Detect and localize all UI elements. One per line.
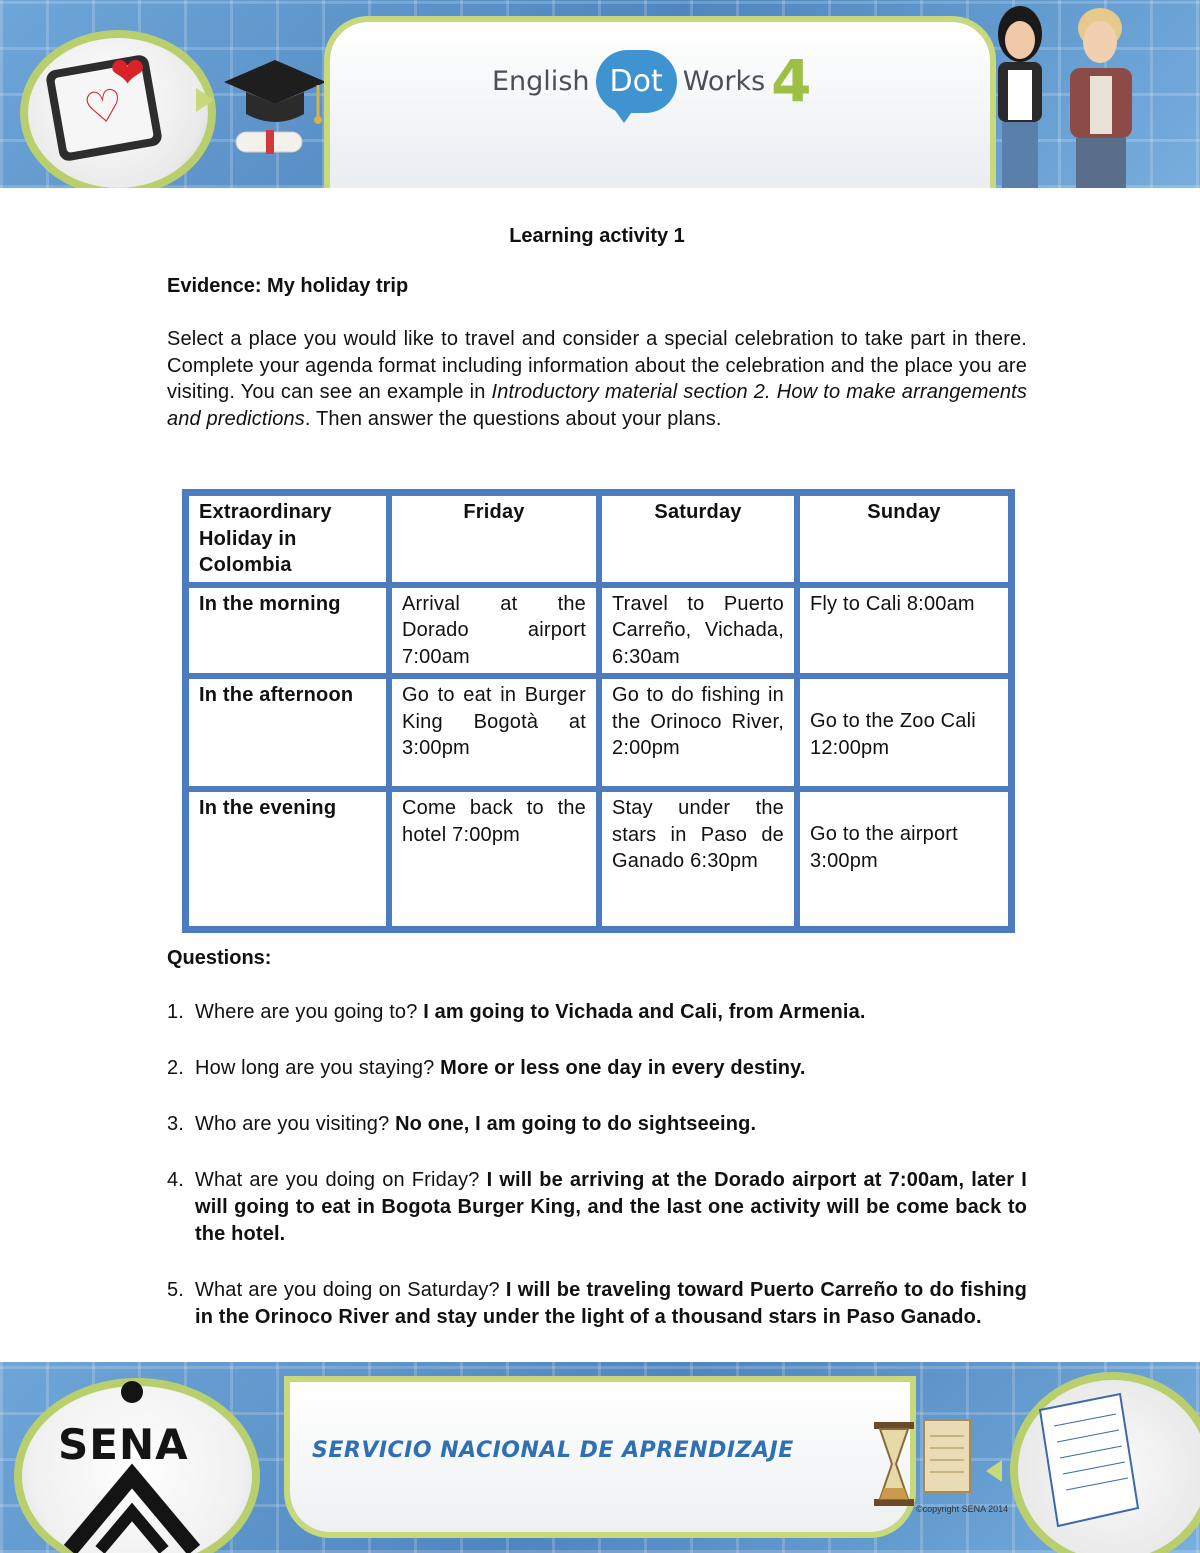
footer-banner [0,1362,1200,1553]
answer-text: I am going to Vichada and Cali, from Armenia. [423,1001,866,1023]
graduation-cap-icon [222,52,328,162]
question-text: Where are you going to? [195,1001,418,1023]
agenda-table [182,489,1015,933]
introductory-material-reference: Introductory material section 2. How to make arrangements and predictions [167,381,1028,430]
row-label-evening: In the evening [186,789,389,929]
header-cell-friday: Friday [389,493,599,585]
students-illustration [972,0,1152,188]
answer-text: More or less one day in every destiny. [440,1057,806,1079]
english-dot-works-logo: English Dot Works 4 [492,47,812,115]
answer-text: No one, I am going to do sightseeing. [395,1113,757,1135]
instructions-paragraph: Select a place you would like to travel and consider a special celebration to take part in there. Complete your agenda format including information about the celebration and the place you are visiting. You can see an example in Introductory material section 2. How to make arrangements and predictions. Then answer the questions about your plans. [167,328,1028,430]
table-row [186,585,1011,677]
cell-friday-evening: Come back to the hotel 7:00pm [389,789,599,929]
document-body [167,222,1027,432]
scroll-icon [920,1414,974,1498]
question-text: Who are you visiting? [195,1113,390,1135]
cell-friday-morning: Arrival at the Dorado airport 7:00am [389,585,599,677]
tablet-icon: ♡ [45,54,163,163]
table-row [186,789,1011,929]
table-header-row [186,493,1011,585]
arrow-right-icon [196,88,214,112]
question-item: 5. What are you doing on Saturday? I will be traveling toward Puerto Carreño to do fishing in the Orinoco River and stay under the light of a thousand stars in Paso Ganado. [167,1279,1027,1328]
question-item: 2. How long are you staying? More or less one day in every destiny. [167,1057,806,1079]
header-cell-sunday: Sunday [797,493,1011,585]
row-label-afternoon: In the afternoon [186,676,389,789]
document-paper-icon [1030,1390,1142,1530]
answer-text: I will be arriving at the Dorado airport at 7:00am, later I will going to eat in Bogota Burger King, and the last one activity will be come back to the hotel. [195,1169,1027,1245]
sena-wordmark: SENA [58,1420,189,1469]
arrow-left-icon [986,1460,1002,1482]
heart-icon: ❤ [110,49,146,96]
cell-saturday-evening: Stay under the stars in Paso de Ganado 6:30pm [599,789,797,929]
row-label-morning: In the morning [186,585,389,677]
header-cell-saturday: Saturday [599,493,797,585]
cell-sunday-morning: Fly to Cali 8:00am [797,585,1011,677]
cell-sunday-evening: Go to the airport 3:00pm [797,789,1011,929]
cell-friday-afternoon: Go to eat in Burger King Bogotà at 3:00pm [389,676,599,789]
header-banner [0,0,1200,188]
cell-saturday-afternoon: Go to do fishing in the Orinoco River, 2:00pm [599,676,797,789]
question-item: 4. What are you doing on Friday? I will be arriving at the Dorado airport at 7:00am, later I will going to eat in Bogota Burger King, and the last one activity will be come back to the hotel. [167,1169,1027,1245]
answer-text: I will be traveling toward Puerto Carreño to do fishing in the Orinoco River and stay under the light of a thousand stars in Paso Ganado. [195,1279,1027,1328]
question-item: 3. Who are you visiting? No one, I am going to do sightseeing. [167,1113,757,1135]
question-text: What are you doing on Friday? [195,1169,480,1191]
copyright-text: ©copyright SENA 2014 [916,1504,1009,1514]
page-title: Learning activity 1 [509,225,685,247]
hourglass-icon [872,1422,916,1506]
cell-saturday-morning: Travel to Puerto Carreño, Vichada, 6:30am [599,585,797,677]
question-text: How long are you staying? [195,1057,435,1079]
institution-name: SERVICIO NACIONAL DE APRENDIZAJE [312,1438,794,1463]
cell-sunday-afternoon: Go to the Zoo Cali 12:00pm [797,676,1011,789]
questions-section [167,944,1027,1331]
question-text: What are you doing on Saturday? [195,1279,500,1301]
header-cell-holiday: Extraordinary Holiday in Colombia [186,493,389,585]
questions-heading: Questions: [167,947,272,969]
question-item: 1. Where are you going to? I am going to Vichada and Cali, from Armenia. [167,1001,866,1023]
evidence-heading: Evidence: My holiday trip [167,275,409,297]
table-row [186,676,1011,789]
